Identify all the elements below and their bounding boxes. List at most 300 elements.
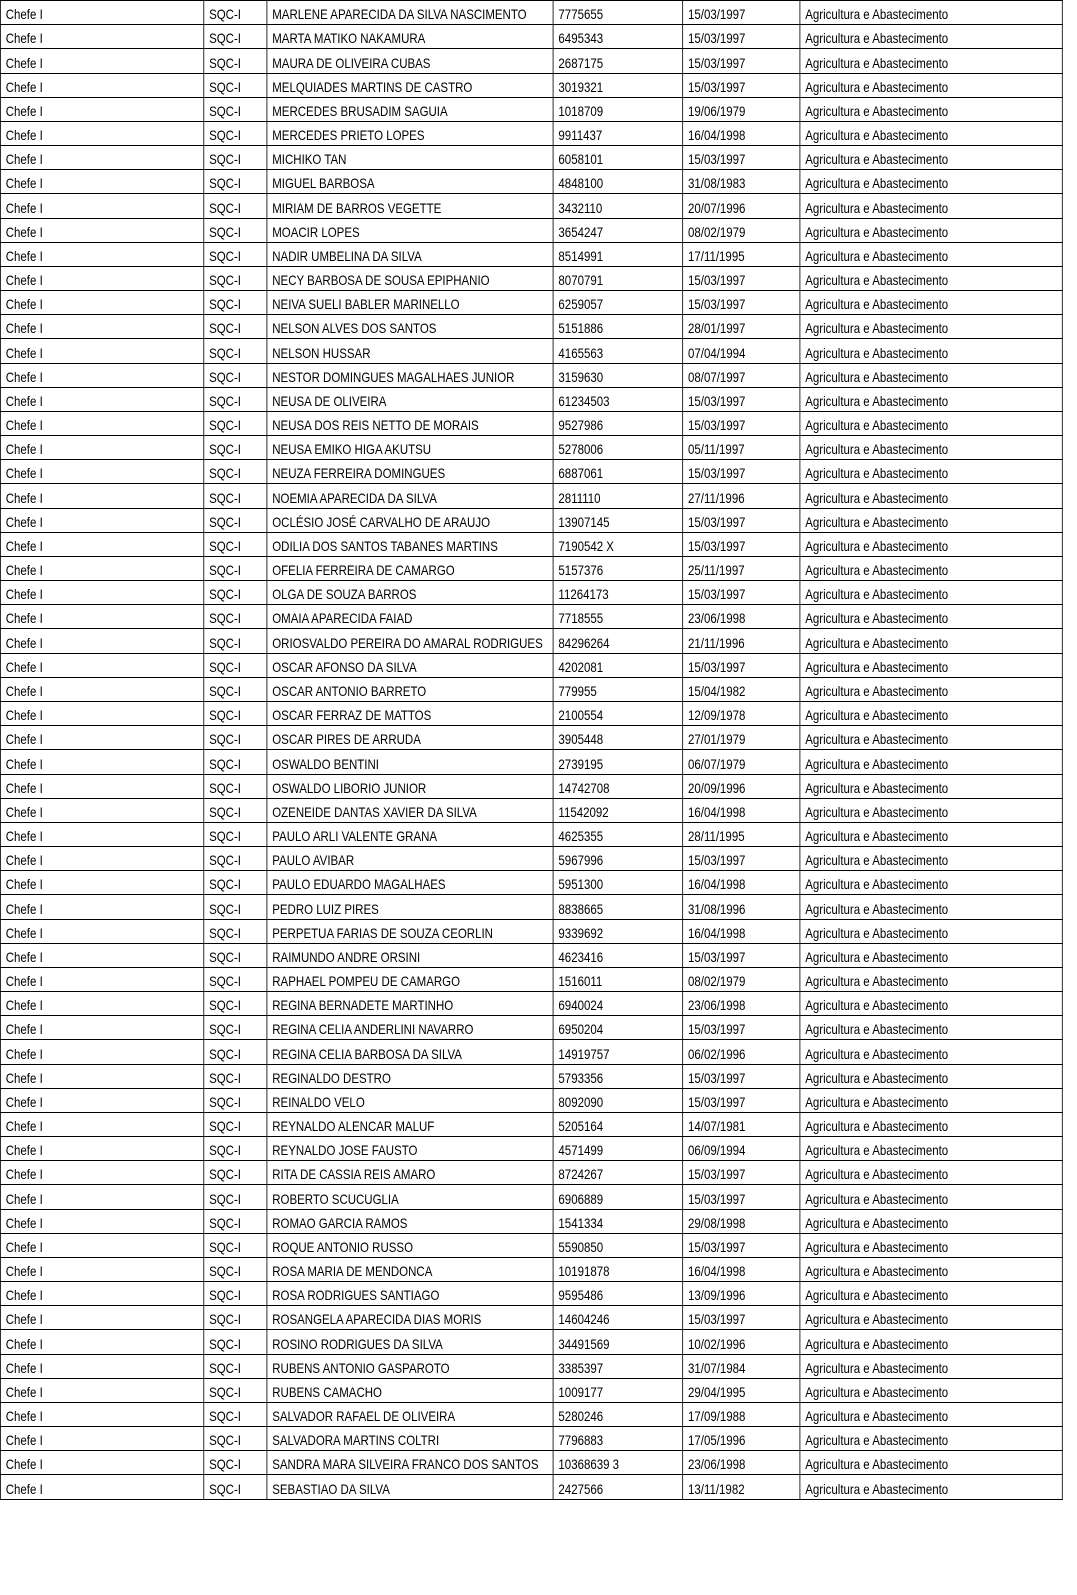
secretaria-cell: Agricultura e Abastecimento: [800, 1112, 1062, 1136]
data-cell: 15/03/1997: [683, 387, 800, 411]
cargo-cell: Chefe I: [0, 121, 203, 145]
cargo-cell: Chefe I: [0, 1427, 203, 1451]
rg-cell: 13907145: [553, 508, 683, 532]
nome-cell: NEIVA SUELI BABLER MARINELLO: [267, 291, 553, 315]
secretaria-cell: Agricultura e Abastecimento: [800, 726, 1062, 750]
table-row: [0, 266, 1062, 290]
cargo-cell: Chefe I: [0, 508, 203, 532]
classe-cell: SQC-I: [204, 1427, 267, 1451]
secretaria-cell: Agricultura e Abastecimento: [800, 1282, 1062, 1306]
nome-cell: NELSON HUSSAR: [267, 339, 553, 363]
classe-cell: SQC-I: [204, 194, 267, 218]
secretaria-cell: Agricultura e Abastecimento: [800, 1064, 1062, 1088]
table-row: [0, 1088, 1062, 1112]
cargo-cell: Chefe I: [0, 798, 203, 822]
table-row: [0, 121, 1062, 145]
table-row: [0, 49, 1062, 73]
table-row: [0, 363, 1062, 387]
classe-cell: SQC-I: [204, 1330, 267, 1354]
secretaria-cell: Agricultura e Abastecimento: [800, 194, 1062, 218]
table-row: [0, 967, 1062, 991]
cargo-cell: Chefe I: [0, 750, 203, 774]
cargo-cell: Chefe I: [0, 1257, 203, 1281]
table-row: [0, 1185, 1062, 1209]
data-cell: 27/11/1996: [683, 484, 800, 508]
rg-cell: 5590850: [553, 1233, 683, 1257]
classe-cell: SQC-I: [204, 97, 267, 121]
rg-cell: 4165563: [553, 339, 683, 363]
data-cell: 15/03/1997: [683, 508, 800, 532]
secretaria-cell: Agricultura e Abastecimento: [800, 1137, 1062, 1161]
classe-cell: SQC-I: [204, 73, 267, 97]
data-cell: 15/03/1997: [683, 532, 800, 556]
nome-cell: NECY BARBOSA DE SOUSA EPIPHANIO: [267, 266, 553, 290]
cargo-cell: Chefe I: [0, 460, 203, 484]
classe-cell: SQC-I: [204, 508, 267, 532]
rg-cell: 7796883: [553, 1427, 683, 1451]
data-cell: 23/06/1998: [683, 605, 800, 629]
nome-cell: PERPETUA FARIAS DE SOUZA CEORLIN: [267, 919, 553, 943]
secretaria-cell: Agricultura e Abastecimento: [800, 556, 1062, 580]
cargo-cell: Chefe I: [0, 387, 203, 411]
classe-cell: SQC-I: [204, 677, 267, 701]
nome-cell: RAIMUNDO ANDRE ORSINI: [267, 943, 553, 967]
nome-cell: REGINA BERNADETE MARTINHO: [267, 992, 553, 1016]
table-row: [0, 581, 1062, 605]
table-row: [0, 1257, 1062, 1281]
nome-cell: NEUSA DOS REIS NETTO DE MORAIS: [267, 411, 553, 435]
classe-cell: SQC-I: [204, 798, 267, 822]
cargo-cell: Chefe I: [0, 25, 203, 49]
classe-cell: SQC-I: [204, 218, 267, 242]
nome-cell: MAURA DE OLIVEIRA CUBAS: [267, 49, 553, 73]
rg-cell: 3654247: [553, 218, 683, 242]
rg-cell: 2739195: [553, 750, 683, 774]
rg-cell: 5151886: [553, 315, 683, 339]
classe-cell: SQC-I: [204, 1451, 267, 1475]
data-cell: 08/07/1997: [683, 363, 800, 387]
cargo-cell: Chefe I: [0, 847, 203, 871]
data-cell: 20/09/1996: [683, 774, 800, 798]
data-cell: 12/09/1978: [683, 701, 800, 725]
table-row: [0, 73, 1062, 97]
cargo-cell: Chefe I: [0, 1475, 203, 1499]
data-cell: 29/04/1995: [683, 1378, 800, 1402]
cargo-cell: Chefe I: [0, 1137, 203, 1161]
classe-cell: SQC-I: [204, 1354, 267, 1378]
table-row: [0, 194, 1062, 218]
table-row: [0, 605, 1062, 629]
nome-cell: REYNALDO ALENCAR MALUF: [267, 1112, 553, 1136]
nome-cell: NESTOR DOMINGUES MAGALHAES JUNIOR: [267, 363, 553, 387]
secretaria-cell: Agricultura e Abastecimento: [800, 25, 1062, 49]
classe-cell: SQC-I: [204, 387, 267, 411]
rg-cell: 9527986: [553, 411, 683, 435]
nome-cell: OSWALDO LIBORIO JUNIOR: [267, 774, 553, 798]
cargo-cell: Chefe I: [0, 726, 203, 750]
rg-cell: 2100554: [553, 701, 683, 725]
data-cell: 06/02/1996: [683, 1040, 800, 1064]
rg-cell: 2811110: [553, 484, 683, 508]
secretaria-cell: Agricultura e Abastecimento: [800, 774, 1062, 798]
data-cell: 25/11/1997: [683, 556, 800, 580]
nome-cell: NADIR UMBELINA DA SILVA: [267, 242, 553, 266]
data-cell: 17/05/1996: [683, 1427, 800, 1451]
classe-cell: SQC-I: [204, 460, 267, 484]
classe-cell: SQC-I: [204, 822, 267, 846]
classe-cell: SQC-I: [204, 146, 267, 170]
nome-cell: ROBERTO SCUCUGLIA: [267, 1185, 553, 1209]
cargo-cell: Chefe I: [0, 605, 203, 629]
rg-cell: 7775655: [553, 1, 683, 25]
data-cell: 15/03/1997: [683, 1016, 800, 1040]
cargo-cell: Chefe I: [0, 919, 203, 943]
cargo-cell: Chefe I: [0, 218, 203, 242]
classe-cell: SQC-I: [204, 1016, 267, 1040]
secretaria-cell: Agricultura e Abastecimento: [800, 750, 1062, 774]
data-cell: 31/07/1984: [683, 1354, 800, 1378]
secretaria-cell: Agricultura e Abastecimento: [800, 146, 1062, 170]
data-cell: 08/02/1979: [683, 218, 800, 242]
secretaria-cell: Agricultura e Abastecimento: [800, 1402, 1062, 1426]
data-cell: 15/03/1997: [683, 1185, 800, 1209]
nome-cell: NEUSA DE OLIVEIRA: [267, 387, 553, 411]
nome-cell: ROQUE ANTONIO RUSSO: [267, 1233, 553, 1257]
cargo-cell: Chefe I: [0, 1016, 203, 1040]
cargo-cell: Chefe I: [0, 363, 203, 387]
data-cell: 17/09/1988: [683, 1402, 800, 1426]
rg-cell: 5157376: [553, 556, 683, 580]
table-row: [0, 701, 1062, 725]
cargo-cell: Chefe I: [0, 73, 203, 97]
secretaria-cell: Agricultura e Abastecimento: [800, 822, 1062, 846]
secretaria-cell: Agricultura e Abastecimento: [800, 919, 1062, 943]
secretaria-cell: Agricultura e Abastecimento: [800, 315, 1062, 339]
secretaria-cell: Agricultura e Abastecimento: [800, 1257, 1062, 1281]
secretaria-cell: Agricultura e Abastecimento: [800, 1451, 1062, 1475]
nome-cell: RUBENS CAMACHO: [267, 1378, 553, 1402]
cargo-cell: Chefe I: [0, 1330, 203, 1354]
classe-cell: SQC-I: [204, 1209, 267, 1233]
cargo-cell: Chefe I: [0, 97, 203, 121]
cargo-cell: Chefe I: [0, 339, 203, 363]
nome-cell: REGINA CELIA BARBOSA DA SILVA: [267, 1040, 553, 1064]
nome-cell: OLGA DE SOUZA BARROS: [267, 581, 553, 605]
nome-cell: SALVADOR RAFAEL DE OLIVEIRA: [267, 1402, 553, 1426]
cargo-cell: Chefe I: [0, 484, 203, 508]
secretaria-cell: Agricultura e Abastecimento: [800, 581, 1062, 605]
cargo-cell: Chefe I: [0, 266, 203, 290]
nome-cell: REGINALDO DESTRO: [267, 1064, 553, 1088]
classe-cell: SQC-I: [204, 1233, 267, 1257]
data-cell: 19/06/1979: [683, 97, 800, 121]
rg-cell: 779955: [553, 677, 683, 701]
classe-cell: SQC-I: [204, 919, 267, 943]
data-cell: 20/07/1996: [683, 194, 800, 218]
classe-cell: SQC-I: [204, 556, 267, 580]
classe-cell: SQC-I: [204, 532, 267, 556]
secretaria-cell: Agricultura e Abastecimento: [800, 387, 1062, 411]
rg-cell: 6495343: [553, 25, 683, 49]
classe-cell: SQC-I: [204, 1185, 267, 1209]
table-row: [0, 1161, 1062, 1185]
table-row: [0, 943, 1062, 967]
classe-cell: SQC-I: [204, 1402, 267, 1426]
secretaria-cell: Agricultura e Abastecimento: [800, 266, 1062, 290]
nome-cell: RITA DE CASSIA REIS AMARO: [267, 1161, 553, 1185]
rg-cell: 1018709: [553, 97, 683, 121]
cargo-cell: Chefe I: [0, 146, 203, 170]
table-row: [0, 1451, 1062, 1475]
data-cell: 06/07/1979: [683, 750, 800, 774]
data-cell: 28/01/1997: [683, 315, 800, 339]
table-row: [0, 242, 1062, 266]
classe-cell: SQC-I: [204, 1137, 267, 1161]
secretaria-cell: Agricultura e Abastecimento: [800, 653, 1062, 677]
classe-cell: SQC-I: [204, 1475, 267, 1499]
data-cell: 15/03/1997: [683, 1306, 800, 1330]
nome-cell: SANDRA MARA SILVEIRA FRANCO DOS SANTOS: [267, 1451, 553, 1475]
nome-cell: MIRIAM DE BARROS VEGETTE: [267, 194, 553, 218]
classe-cell: SQC-I: [204, 1, 267, 25]
nome-cell: ODILIA DOS SANTOS TABANES MARTINS: [267, 532, 553, 556]
table-row: [0, 1, 1062, 25]
secretaria-cell: Agricultura e Abastecimento: [800, 871, 1062, 895]
cargo-cell: Chefe I: [0, 556, 203, 580]
rg-cell: 4848100: [553, 170, 683, 194]
rg-cell: 7718555: [553, 605, 683, 629]
secretaria-cell: Agricultura e Abastecimento: [800, 1306, 1062, 1330]
secretaria-cell: Agricultura e Abastecimento: [800, 170, 1062, 194]
nome-cell: MELQUIADES MARTINS DE CASTRO: [267, 73, 553, 97]
table-row: [0, 315, 1062, 339]
data-cell: 31/08/1983: [683, 170, 800, 194]
table-row: [0, 436, 1062, 460]
nome-cell: ROSA MARIA DE MENDONCA: [267, 1257, 553, 1281]
cargo-cell: Chefe I: [0, 1185, 203, 1209]
table-row: [0, 1402, 1062, 1426]
rg-cell: 34491569: [553, 1330, 683, 1354]
secretaria-cell: Agricultura e Abastecimento: [800, 291, 1062, 315]
rg-cell: 5951300: [553, 871, 683, 895]
rg-cell: 4625355: [553, 822, 683, 846]
classe-cell: SQC-I: [204, 49, 267, 73]
nome-cell: SEBASTIAO DA SILVA: [267, 1475, 553, 1499]
rg-cell: 6940024: [553, 992, 683, 1016]
cargo-cell: Chefe I: [0, 242, 203, 266]
secretaria-cell: Agricultura e Abastecimento: [800, 701, 1062, 725]
cargo-cell: Chefe I: [0, 291, 203, 315]
cargo-cell: Chefe I: [0, 170, 203, 194]
nome-cell: OMAIA APARECIDA FAIAD: [267, 605, 553, 629]
data-cell: 15/03/1997: [683, 653, 800, 677]
secretaria-cell: Agricultura e Abastecimento: [800, 1040, 1062, 1064]
secretaria-cell: Agricultura e Abastecimento: [800, 1378, 1062, 1402]
table-row: [0, 653, 1062, 677]
classe-cell: SQC-I: [204, 1040, 267, 1064]
rg-cell: 5793356: [553, 1064, 683, 1088]
data-cell: 10/02/1996: [683, 1330, 800, 1354]
cargo-cell: Chefe I: [0, 532, 203, 556]
classe-cell: SQC-I: [204, 363, 267, 387]
table-row: [0, 460, 1062, 484]
nome-cell: PAULO AVIBAR: [267, 847, 553, 871]
data-cell: 15/03/1997: [683, 943, 800, 967]
rg-cell: 8838665: [553, 895, 683, 919]
data-cell: 15/03/1997: [683, 266, 800, 290]
cargo-cell: Chefe I: [0, 315, 203, 339]
rg-cell: 9911437: [553, 121, 683, 145]
table-row: [0, 170, 1062, 194]
nome-cell: REINALDO VELO: [267, 1088, 553, 1112]
nome-cell: OSWALDO BENTINI: [267, 750, 553, 774]
table-row: [0, 677, 1062, 701]
data-cell: 15/03/1997: [683, 1088, 800, 1112]
rg-cell: 84296264: [553, 629, 683, 653]
cargo-cell: Chefe I: [0, 822, 203, 846]
secretaria-cell: Agricultura e Abastecimento: [800, 967, 1062, 991]
nome-cell: PAULO EDUARDO MAGALHAES: [267, 871, 553, 895]
nome-cell: PAULO ARLI VALENTE GRANA: [267, 822, 553, 846]
table-row: [0, 97, 1062, 121]
data-cell: 15/03/1997: [683, 411, 800, 435]
table-row: [0, 1475, 1062, 1499]
nome-cell: ROSINO RODRIGUES DA SILVA: [267, 1330, 553, 1354]
table-row: [0, 871, 1062, 895]
cargo-cell: Chefe I: [0, 943, 203, 967]
rg-cell: 10191878: [553, 1257, 683, 1281]
classe-cell: SQC-I: [204, 121, 267, 145]
rg-cell: 61234503: [553, 387, 683, 411]
rg-cell: 14919757: [553, 1040, 683, 1064]
data-cell: 13/11/1982: [683, 1475, 800, 1499]
cargo-cell: Chefe I: [0, 411, 203, 435]
rg-cell: 6887061: [553, 460, 683, 484]
table-row: [0, 1306, 1062, 1330]
classe-cell: SQC-I: [204, 315, 267, 339]
rg-cell: 11264173: [553, 581, 683, 605]
rg-cell: 1516011: [553, 967, 683, 991]
rg-cell: 9595486: [553, 1282, 683, 1306]
data-cell: 15/03/1997: [683, 49, 800, 73]
rg-cell: 8092090: [553, 1088, 683, 1112]
data-cell: 15/03/1997: [683, 73, 800, 97]
cargo-cell: Chefe I: [0, 701, 203, 725]
secretaria-cell: Agricultura e Abastecimento: [800, 121, 1062, 145]
secretaria-cell: Agricultura e Abastecimento: [800, 629, 1062, 653]
classe-cell: SQC-I: [204, 895, 267, 919]
rg-cell: 4623416: [553, 943, 683, 967]
data-cell: 16/04/1998: [683, 919, 800, 943]
nome-cell: MERCEDES BRUSADIM SAGUIA: [267, 97, 553, 121]
data-cell: 23/06/1998: [683, 1451, 800, 1475]
cargo-cell: Chefe I: [0, 1, 203, 25]
classe-cell: SQC-I: [204, 411, 267, 435]
nome-cell: MOACIR LOPES: [267, 218, 553, 242]
nome-cell: OCLÉSIO JOSÉ CARVALHO DE ARAUJO: [267, 508, 553, 532]
rg-cell: 2427566: [553, 1475, 683, 1499]
cargo-cell: Chefe I: [0, 1451, 203, 1475]
rg-cell: 1541334: [553, 1209, 683, 1233]
data-cell: 15/03/1997: [683, 291, 800, 315]
secretaria-cell: Agricultura e Abastecimento: [800, 1, 1062, 25]
table-row: [0, 1233, 1062, 1257]
secretaria-cell: Agricultura e Abastecimento: [800, 508, 1062, 532]
table-row: [0, 532, 1062, 556]
data-cell: 15/03/1997: [683, 847, 800, 871]
classe-cell: SQC-I: [204, 242, 267, 266]
classe-cell: SQC-I: [204, 629, 267, 653]
classe-cell: SQC-I: [204, 1064, 267, 1088]
table-row: [0, 1282, 1062, 1306]
data-cell: 15/03/1997: [683, 460, 800, 484]
rg-cell: 3019321: [553, 73, 683, 97]
classe-cell: SQC-I: [204, 581, 267, 605]
table-row: [0, 1209, 1062, 1233]
data-cell: 15/03/1997: [683, 25, 800, 49]
classe-cell: SQC-I: [204, 1257, 267, 1281]
nome-cell: PEDRO LUIZ PIRES: [267, 895, 553, 919]
nome-cell: MARTA MATIKO NAKAMURA: [267, 25, 553, 49]
classe-cell: SQC-I: [204, 1282, 267, 1306]
data-cell: 14/07/1981: [683, 1112, 800, 1136]
data-cell: 16/04/1998: [683, 871, 800, 895]
table-row: [0, 1330, 1062, 1354]
table-row: [0, 1064, 1062, 1088]
secretaria-cell: Agricultura e Abastecimento: [800, 97, 1062, 121]
nome-cell: MICHIKO TAN: [267, 146, 553, 170]
classe-cell: SQC-I: [204, 1378, 267, 1402]
cargo-cell: Chefe I: [0, 653, 203, 677]
cargo-cell: Chefe I: [0, 1233, 203, 1257]
data-cell: 21/11/1996: [683, 629, 800, 653]
nome-cell: OSCAR FERRAZ DE MATTOS: [267, 701, 553, 725]
secretaria-cell: Agricultura e Abastecimento: [800, 1475, 1062, 1499]
table-row: [0, 1040, 1062, 1064]
classe-cell: SQC-I: [204, 701, 267, 725]
classe-cell: SQC-I: [204, 653, 267, 677]
secretaria-cell: Agricultura e Abastecimento: [800, 895, 1062, 919]
classe-cell: SQC-I: [204, 1306, 267, 1330]
secretaria-cell: Agricultura e Abastecimento: [800, 605, 1062, 629]
cargo-cell: Chefe I: [0, 967, 203, 991]
table-row: [0, 411, 1062, 435]
cargo-cell: Chefe I: [0, 1354, 203, 1378]
secretaria-cell: Agricultura e Abastecimento: [800, 1161, 1062, 1185]
rg-cell: 14604246: [553, 1306, 683, 1330]
data-cell: 08/02/1979: [683, 967, 800, 991]
secretaria-cell: Agricultura e Abastecimento: [800, 1427, 1062, 1451]
nome-cell: OFELIA FERREIRA DE CAMARGO: [267, 556, 553, 580]
classe-cell: SQC-I: [204, 750, 267, 774]
table-row: [0, 1354, 1062, 1378]
data-cell: 29/08/1998: [683, 1209, 800, 1233]
nome-cell: RAPHAEL POMPEU DE CAMARGO: [267, 967, 553, 991]
classe-cell: SQC-I: [204, 847, 267, 871]
data-cell: 15/03/1997: [683, 146, 800, 170]
table-row: [0, 146, 1062, 170]
secretaria-cell: Agricultura e Abastecimento: [800, 1209, 1062, 1233]
secretaria-cell: Agricultura e Abastecimento: [800, 1088, 1062, 1112]
rg-cell: 5280246: [553, 1402, 683, 1426]
rg-cell: 11542092: [553, 798, 683, 822]
rg-cell: 6259057: [553, 291, 683, 315]
secretaria-cell: Agricultura e Abastecimento: [800, 411, 1062, 435]
table-row: [0, 339, 1062, 363]
rg-cell: 5205164: [553, 1112, 683, 1136]
nome-cell: NOEMIA APARECIDA DA SILVA: [267, 484, 553, 508]
rg-cell: 4571499: [553, 1137, 683, 1161]
